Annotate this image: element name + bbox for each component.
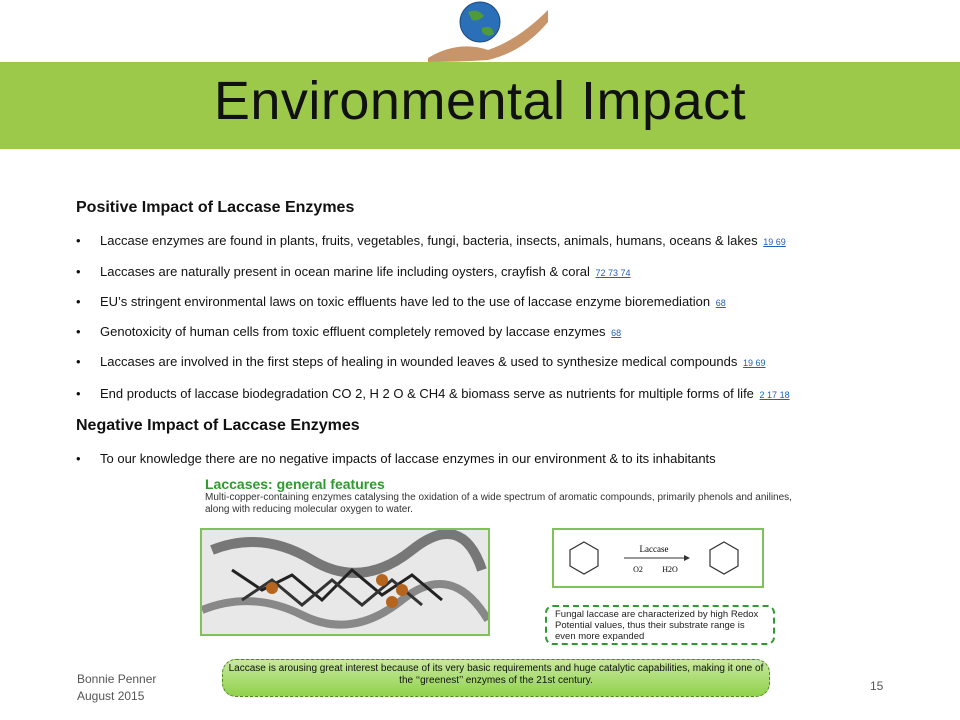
citation-link[interactable]: 19 69 bbox=[763, 237, 786, 247]
earth-hands-logo bbox=[428, 0, 548, 62]
svg-text:O2: O2 bbox=[633, 565, 643, 574]
fungal-laccase-note: Fungal laccase are characterized by high Redox Potential values, thus their substrate range is even more expanded bbox=[545, 605, 775, 645]
citation-link[interactable]: 68 bbox=[611, 328, 622, 338]
bullet-item: • Laccases are involved in the first steps of healing in wounded leaves & used to synthesize medical compounds 19 69 bbox=[76, 354, 766, 369]
protein-structure-image bbox=[200, 528, 490, 636]
footer-author: Bonnie Penner August 2015 bbox=[77, 672, 157, 703]
svg-text:Laccase: Laccase bbox=[639, 544, 669, 554]
bullet-item: • Laccase enzymes are found in plants, fruits, vegetables, fungi, bacteria, insects, animals, humans, oceans & lakes 19 69 bbox=[76, 233, 786, 248]
bullet-item: • Laccases are naturally present in ocean marine life including oysters, crayfish & coral 72 73 74 bbox=[76, 264, 631, 279]
figure-subtitle: Multi-copper-containing enzymes catalysing the oxidation of a wide spectrum of aromatic compounds, primarily phenols and anilines, along with reducing molecular oxygen to water. bbox=[205, 492, 792, 515]
svg-text:H2O: H2O bbox=[662, 565, 678, 574]
green-note: Laccase is arousing great interest because of its very basic requirements and huge catalytic capabilities, making it one of the ‘‘greenest’’ enzymes of the 21st century. bbox=[222, 659, 770, 697]
reaction-diagram bbox=[552, 528, 764, 588]
bullet-item: • EU’s stringent environmental laws on toxic effluents have led to the use of laccase enzyme bioremediation 68 bbox=[76, 294, 726, 309]
citation-link[interactable]: 19 69 bbox=[743, 358, 766, 368]
page-number: 15 bbox=[870, 679, 884, 693]
positive-heading: Positive Impact of Laccase Enzymes bbox=[76, 199, 355, 216]
bullet-item: • Genotoxicity of human cells from toxic effluent completely removed by laccase enzymes 68 bbox=[76, 324, 622, 339]
citation-link[interactable]: 2 17 18 bbox=[759, 390, 790, 400]
bullet-item: • End products of laccase biodegradation CO 2, H 2 O & CH4 & biomass serve as nutrients for multiple forms of life 2 17 18 bbox=[76, 386, 790, 401]
bullet-item: • To our knowledge there are no negative impacts of laccase enzymes in our environment & to its inhabitants bbox=[76, 451, 716, 466]
figure-title: Laccases: general features bbox=[205, 476, 385, 492]
negative-heading: Negative Impact of Laccase Enzymes bbox=[76, 417, 360, 434]
slide-title: Environmental Impact bbox=[213, 71, 747, 131]
citation-link[interactable]: 72 73 74 bbox=[595, 268, 631, 278]
citation-link[interactable]: 68 bbox=[715, 298, 726, 308]
